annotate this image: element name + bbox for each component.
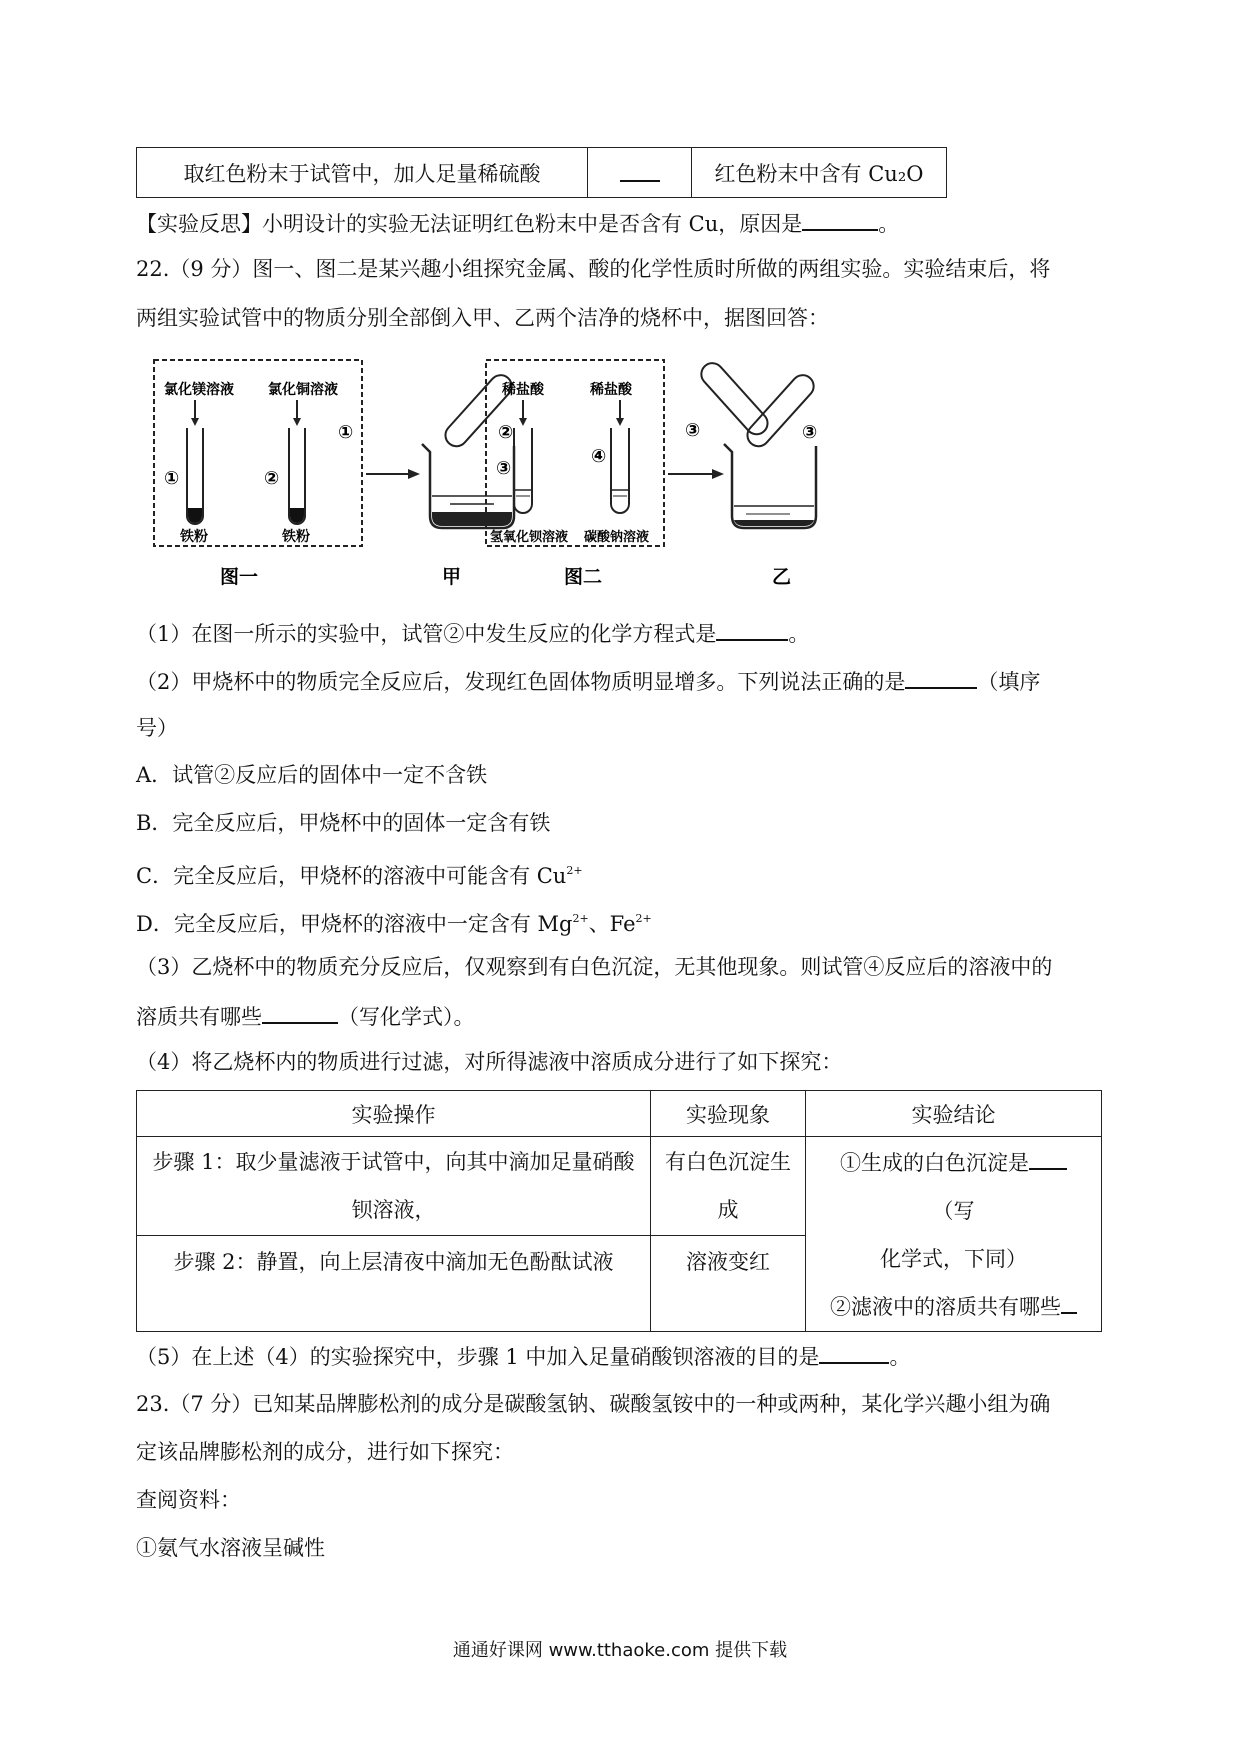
top-table-phenomenon (588, 148, 692, 198)
q23-reference-1: ①氨气水溶液呈碱性 (136, 1536, 325, 1560)
step1-phenomenon: 有白色沉淀生 成 (651, 1137, 806, 1236)
q22-part5: （5）在上述（4）的实验探究中，步骤 1 中加入足量硝酸钡溶液的目的是 。 (136, 1340, 910, 1372)
q22-part4: （4）将乙烧杯内的物质进行过滤，对所得滤液中溶质成分进行了如下探究： (136, 1050, 843, 1074)
header-phenomenon: 实验现象 (651, 1091, 806, 1137)
page-footer: 通通好课网 www.tthaoke.com 提供下载 (452, 1640, 788, 1661)
step1-operation: 步骤 1：取少量滤液于试管中，向其中滴加足量硝酸 钡溶液， (137, 1137, 651, 1236)
pour-tube-2-number: ② (498, 422, 514, 443)
q22-option-a: A．试管②反应后的固体中一定不含铁 (136, 763, 488, 787)
experiment-figure (150, 356, 1100, 596)
tube4-number: ④ (591, 446, 607, 467)
conclusion-cell: ①生成的白色沉淀是 （写 化学式，下同） ②滤液中的溶质共有哪些 (806, 1137, 1102, 1332)
test-tube-3 (514, 428, 532, 513)
q22-option-d: D．完全反应后，甲烧杯的溶液中一定含有 $Mg^{2+}$、$Fe^{2+}$ (136, 912, 652, 936)
caption-figure2: 图二 (564, 566, 603, 588)
answer-blank (905, 665, 977, 689)
q22-option-c: C．完全反应后，甲烧杯的溶液中可能含有 $Cu^{2+}$ (136, 864, 583, 888)
tube4-content-label: 碳酸钠溶液 (584, 530, 650, 545)
pour-tube-1-number: ① (338, 422, 354, 443)
tube1-number: ① (164, 468, 180, 489)
pour-tube-3-number: ③ (685, 420, 701, 441)
tube2-number: ② (264, 468, 280, 489)
answer-blank (620, 158, 660, 182)
answer-blank (1061, 1290, 1077, 1314)
tube1-content-label: 铁粉 (180, 529, 208, 545)
q22-intro-1: 22.（9 分）图一、图二是某兴趣小组探究金属、酸的化学性质时所做的两组实验。实验结束后，将 (136, 257, 1051, 281)
top-table-conclusion: 红色粉末中含有 Cu₂O (692, 148, 947, 198)
tube2-reagent-label: 氯化铜溶液 (268, 382, 338, 398)
caption-figure1: 图一 (220, 566, 259, 588)
reflection-line: 【实验反思】小明设计的实验无法证明红色粉末中是否含有 Cu，原因是 。 (136, 207, 899, 239)
beaker-jia (422, 444, 514, 528)
test-tube-2 (289, 428, 305, 524)
answer-blank (802, 207, 878, 231)
q23-reference-title: 查阅资料： (136, 1488, 241, 1512)
tube3-number: ③ (496, 458, 512, 479)
tube2-content-label: 铁粉 (282, 529, 310, 545)
q22-option-b: B．完全反应后，甲烧杯中的固体一定含有铁 (136, 811, 551, 835)
q23-intro-2: 定该品牌膨松剂的成分，进行如下探究： (136, 1440, 514, 1464)
header-operation: 实验操作 (137, 1091, 651, 1137)
q22-part3-line2: 溶质共有哪些 （写化学式）。 (136, 1000, 475, 1032)
tube3-content-label: 氢氧化钡溶液 (490, 530, 569, 545)
caption-yi: 乙 (772, 566, 792, 588)
q23-intro-1: 23.（7 分）已知某品牌膨松剂的成分是碳酸氢钠、碳酸氢铵中的一种或两种，某化学兴趣小组为确 (136, 1392, 1051, 1416)
tube1-reagent-label: 氯化镁溶液 (164, 382, 234, 398)
pour-tube-3 (697, 359, 772, 439)
tube4-reagent-label: 稀盐酸 (590, 382, 632, 398)
q22-part2-line2: 号） (136, 716, 178, 740)
caption-jia: 甲 (442, 566, 462, 588)
q22-part1: （1）在图一所示的实验中，试管②中发生反应的化学方程式是 。 (136, 617, 809, 649)
q22-part2-line1: （2）甲烧杯中的物质完全反应后，发现红色固体物质明显增多。下列说法正确的是 （填序 (136, 665, 1040, 697)
answer-blank (716, 617, 788, 641)
top-table-operation: 取红色粉末于试管中，加人足量稀硫酸 (137, 148, 588, 198)
test-tube-4 (611, 428, 629, 513)
tube3-reagent-label: 稀盐酸 (502, 382, 544, 398)
step2-phenomenon: 溶液变红 (651, 1235, 806, 1332)
header-conclusion: 实验结论 (806, 1091, 1102, 1137)
test-tube-1 (187, 428, 203, 524)
answer-blank (262, 1000, 338, 1024)
step2-operation: 步骤 2：静置，向上层清夜中滴加无色酚酞试液 (137, 1235, 651, 1332)
experiment-table (136, 1090, 1102, 1332)
top-result-table (136, 147, 947, 198)
q22-part3-line1: （3）乙烧杯中的物质充分反应后，仅观察到有白色沉淀，无其他现象。则试管④反应后的溶液中的 (136, 955, 1053, 979)
answer-blank (819, 1340, 889, 1364)
answer-blank (1029, 1146, 1067, 1170)
beaker-yi (724, 444, 816, 528)
q22-intro-2: 两组实验试管中的物质分别全部倒入甲、乙两个洁净的烧杯中，据图回答： (136, 306, 829, 330)
pour-tube-4-number: ③ (802, 422, 818, 443)
